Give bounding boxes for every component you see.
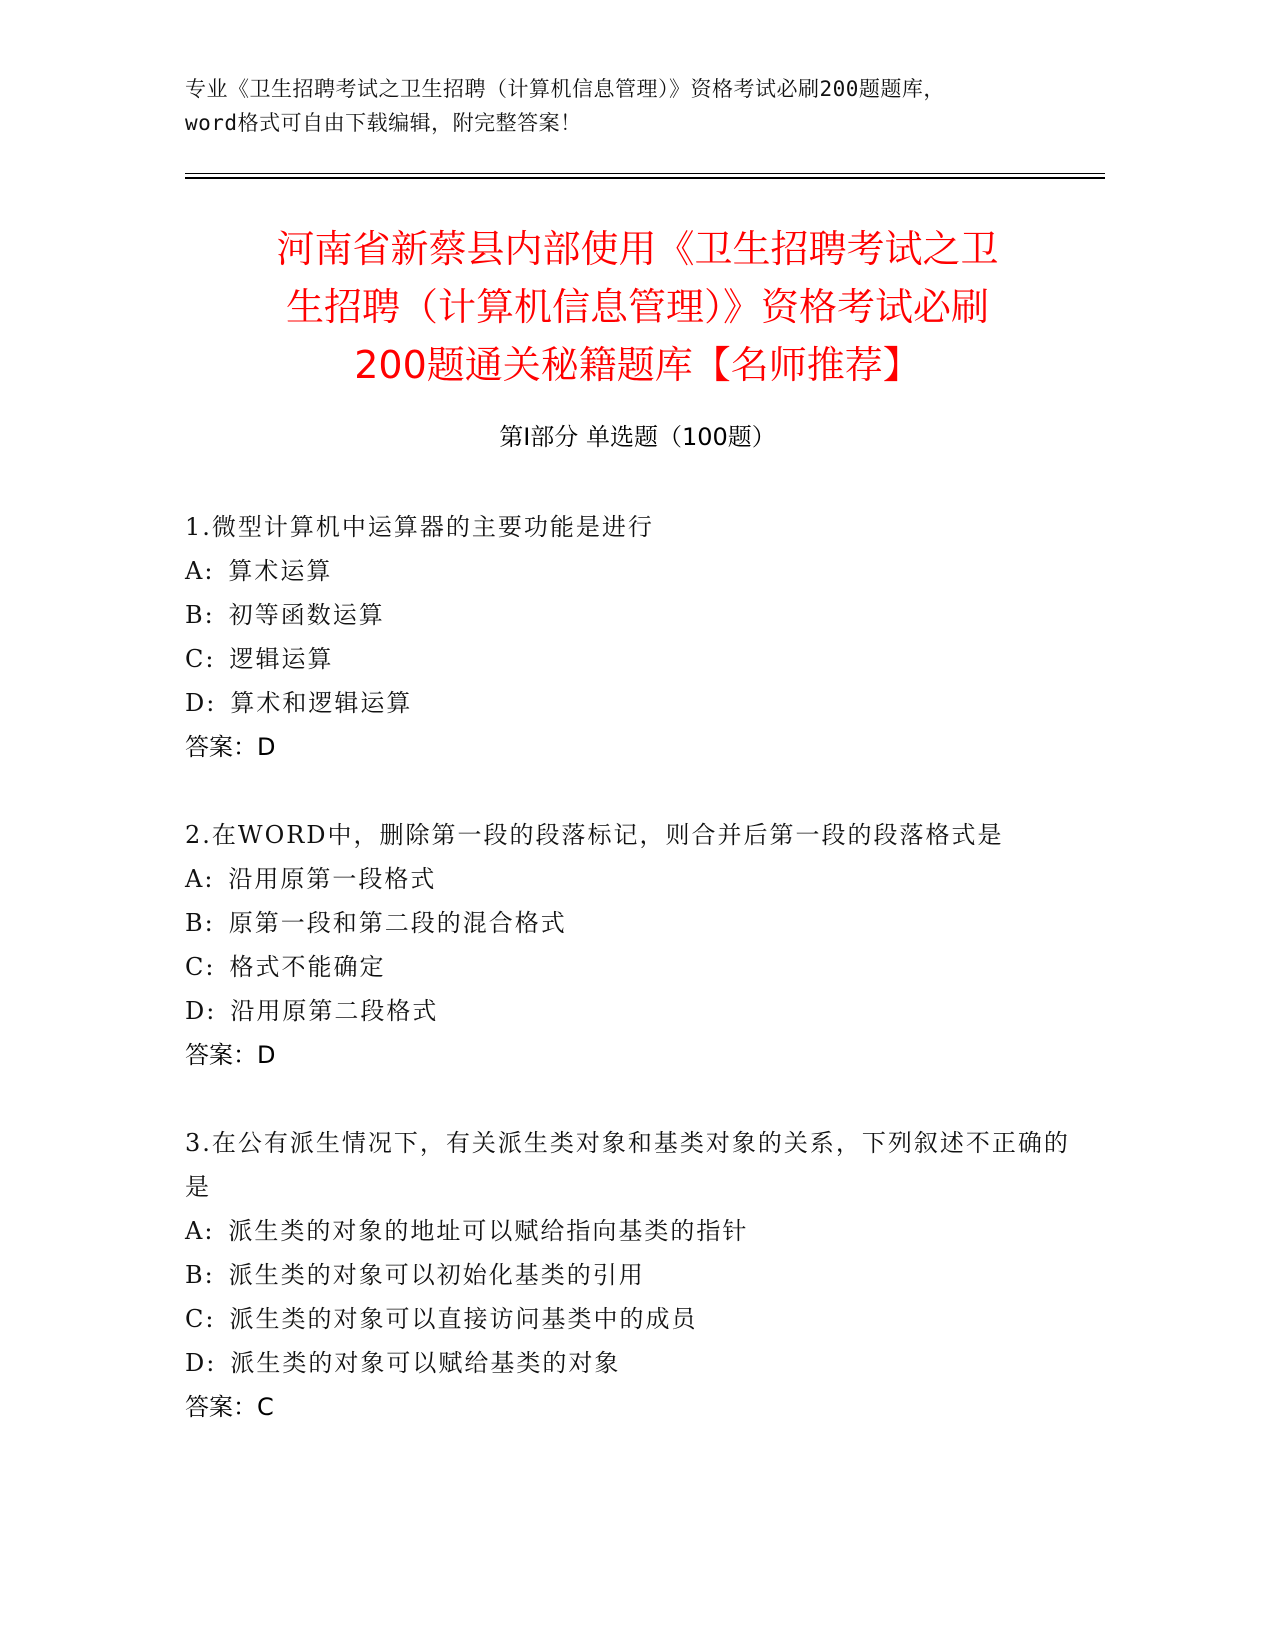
option-a (185, 857, 1085, 901)
option-letter: C: (185, 1305, 216, 1333)
title-line-3: 200题通关秘籍题库【名师推荐】 (354, 343, 921, 387)
option-text: 初等函数运算 (228, 601, 385, 629)
header-line-2: word格式可自由下载编辑，附完整答案！ (185, 111, 582, 135)
option-d (185, 1341, 1085, 1385)
section-heading: 第Ⅰ部分 单选题（100题） (499, 423, 776, 451)
option-text: 派生类的对象可以直接访问基类中的成员 (229, 1305, 698, 1333)
title-line-2: 生招聘（计算机信息管理）》资格考试必刷 (285, 285, 989, 329)
option-letter: D: (185, 689, 217, 717)
header-line-1: 专业《卫生招聘考试之卫生招聘（计算机信息管理）》资格考试必刷200题题库， (185, 77, 945, 101)
option-letter: D: (185, 997, 217, 1025)
option-a (185, 549, 1085, 593)
option-letter: B: (185, 1261, 215, 1289)
question-item (185, 505, 1085, 769)
option-c (185, 637, 1085, 681)
option-letter: D: (185, 1349, 217, 1377)
option-c (185, 945, 1085, 989)
option-d (185, 989, 1085, 1033)
option-text: 沿用原第一段格式 (228, 865, 437, 893)
option-text: 算术运算 (228, 557, 333, 585)
header-divider (185, 173, 1105, 179)
option-text: 算术和逻辑运算 (230, 689, 413, 717)
option-letter: B: (185, 909, 215, 937)
question-list (185, 505, 1085, 1473)
option-d (185, 681, 1085, 725)
document-header (185, 72, 1105, 140)
option-letter: A: (185, 557, 215, 585)
question-item (185, 1121, 1085, 1429)
option-a (185, 1209, 1085, 1253)
option-letter: C: (185, 953, 216, 981)
option-letter: A: (185, 865, 215, 893)
answer-text: 答案：D (185, 733, 276, 761)
question-item (185, 813, 1085, 1077)
answer-text: 答案：C (185, 1393, 274, 1421)
option-text: 逻辑运算 (229, 645, 334, 673)
option-letter: B: (185, 601, 215, 629)
question-text: 1.微型计算机中运算器的主要功能是进行 (185, 513, 654, 541)
option-text: 派生类的对象可以初始化基类的引用 (228, 1261, 645, 1289)
title-line-1: 河南省新蔡县内部使用《卫生招聘考试之卫 (276, 227, 999, 271)
option-c (185, 1297, 1085, 1341)
option-letter: C: (185, 645, 216, 673)
option-text: 原第一段和第二段的混合格式 (228, 909, 567, 937)
document-title (150, 220, 1125, 394)
option-text: 派生类的对象可以赋给基类的对象 (230, 1349, 621, 1377)
answer-text: 答案：D (185, 1041, 276, 1069)
question-text: 3.在公有派生情况下，有关派生类对象和基类对象的关系，下列叙述不正确的是 (185, 1129, 1070, 1201)
option-letter: A: (185, 1217, 215, 1245)
option-b (185, 593, 1085, 637)
option-text: 派生类的对象的地址可以赋给指向基类的指针 (228, 1217, 749, 1245)
option-text: 沿用原第二段格式 (230, 997, 439, 1025)
option-text: 格式不能确定 (229, 953, 386, 981)
question-text: 2.在WORD中，删除第一段的段落标记，则合并后第一段的段落格式是 (185, 821, 1004, 849)
option-b (185, 901, 1085, 945)
option-b (185, 1253, 1085, 1297)
